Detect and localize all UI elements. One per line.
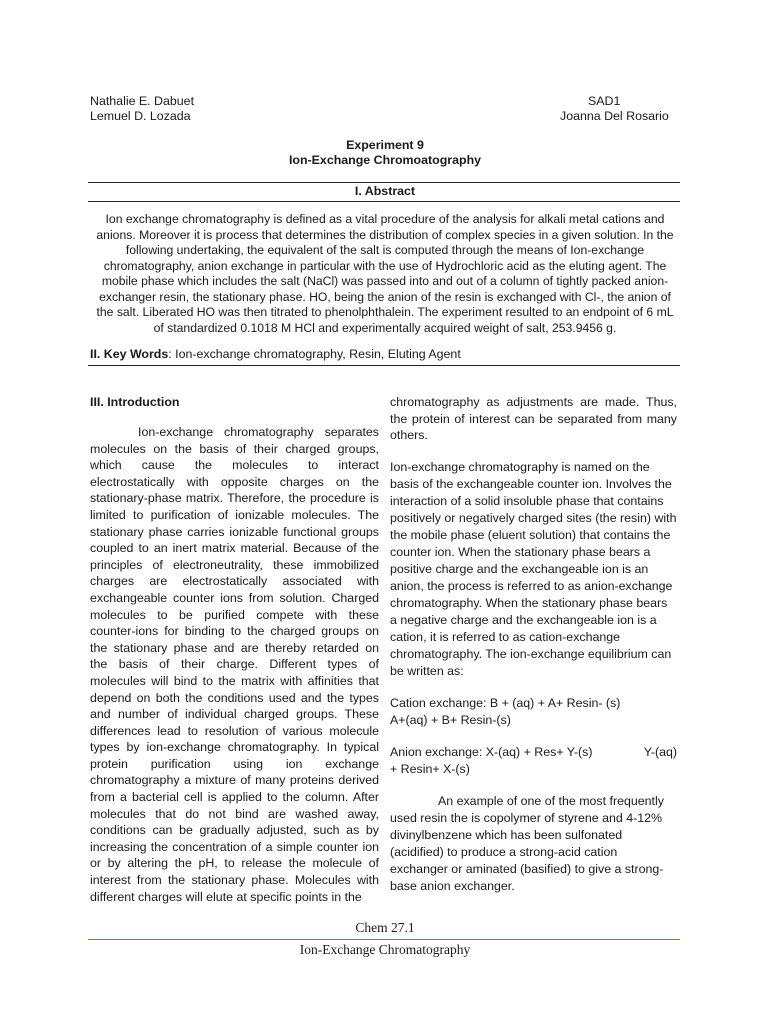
equation-line: Cation exchange: B + (aq) + A+ Resin- (s) — [390, 695, 621, 710]
right-column — [390, 394, 677, 895]
authors-left — [90, 94, 194, 124]
footer-divider — [88, 939, 680, 940]
divider — [88, 182, 680, 183]
abstract-heading: I. Abstract — [354, 184, 416, 198]
intro-paragraph: Ion-exchange chromatography separates molecules on the basis of their charged groups, which cause the molecules to interact electrostatically with opposite charges on the stationary-phase matrix. Therefore, the procedure is limited to purification of ionizable molecules. The stationary phase carries ionizable functional groups coupled to an inert matrix material. Because of the principles of electroneutrality, these immobilized charges are electrostatically associated with exchangeable counter ions from solution. Charged molecules to be purified compete with these counter-ions for binding to the charged groups on the stationary phase and are thereby retarded on the basis of their charge. Different types of molecules will bind to the matrix with affinities that depend on both the conditions used and the types and number of individual charged groups. These differences lead to resolution of various molecule types by ion-exchange chromatography. In typical protein purification using ion exchange chromatography a mixture of many proteins derived from a bacterial cell is applied to the column. After molecules that do not bind are washed away, conditions can be gradually adjusted, such as by increasing the concentration of a simple counter ion or by altering the pH, to release the molecule of interest from the stationary phase. Molecules with different charges will elute at specific points in the — [90, 425, 379, 904]
document-title — [90, 138, 680, 168]
author-name: Nathalie E. Dabuet — [90, 94, 195, 108]
intro-continuation: chromatography as adjustments are made. Thus, the protein of interest can be separated from many others. — [390, 395, 677, 443]
equation-left: Anion exchange: X-(aq) + Res+ Y-(s) — [390, 744, 593, 759]
ion-exchange-paragraph: Ion-exchange chromatography is named on the basis of the exchangeable counter ion. Involves the interaction of a solid insoluble phase that contains positively or negatively charged sites (the resin) with the mobile phase (eluent solution) that contains the counter ion. When the stationary phase bears a positive charge and the exchangeable ion is an anion, the process is referred to as anion-exchange chromatography. When the stationary phase bears a negative charge and the exchangeable ion is a cation, it is referred to as cation-exchange chromatography. The ion-exchange equilibrium can be written as: — [390, 459, 677, 678]
equation-line: + Resin+ X-(s) — [390, 761, 470, 776]
experiment-title: Ion-Exchange Chromoatography — [288, 153, 482, 167]
abstract-text: Ion exchange chromatography is defined as a vital procedure of the analysis for alkali metal cations and anions. Moreover it is process that determines the distribution of complex species in a given solution. In the following undertaking, the equivalent of the salt is computed through the means of Ion-exchange chromatography, anion exchange in particular with the use of Hydrochloric acid as the eluting agent. The mobile phase which includes the salt (NaCl) was passed into and out of a column of tightly packed anion-exchanger resin, the stationary phase. HO, being the anion of the resin is exchanged with Cl-, the anion of the salt. Liberated HO was then titrated to phenolphthalein. The experiment resulted to an endpoint of 6 mL of standardized 0.1018 M HCl and experimentally acquired weight of salt, 253.9456 g. — [96, 212, 674, 335]
keywords-text: : Ion-exchange chromatography, Resin, Eluting Agent — [168, 347, 461, 361]
experiment-number: Experiment 9 — [346, 138, 424, 152]
anion-equation — [390, 744, 677, 778]
equation-line — [390, 744, 677, 761]
section-code: SAD1 — [588, 94, 621, 108]
left-column — [90, 395, 379, 905]
divider — [88, 365, 680, 366]
keywords-label: II. Key Words — [90, 347, 169, 361]
introduction-heading: III. Introduction — [90, 395, 180, 409]
divider — [88, 201, 680, 202]
resin-paragraph: An example of one of the most frequently used resin the is copolymer of styrene and 4-12% divinylbenzene which has been sulfonated (acidified) to produce a strong-acid cation exchanger or aminated (basified) to give a strong-base anion exchanger. — [390, 793, 664, 893]
footer-title: Ion-Exchange Chromatography — [299, 942, 471, 957]
footer-course: Chem 27.1 — [355, 920, 415, 935]
authors-right — [560, 94, 670, 124]
cation-equation — [390, 695, 677, 729]
author-name: Joanna Del Rosario — [560, 109, 669, 123]
keywords — [90, 347, 461, 361]
equation-right: Y-(aq) — [643, 744, 677, 759]
author-name: Lemuel D. Lozada — [90, 109, 191, 123]
equation-line: A+(aq) + B+ Resin-(s) — [390, 712, 511, 727]
